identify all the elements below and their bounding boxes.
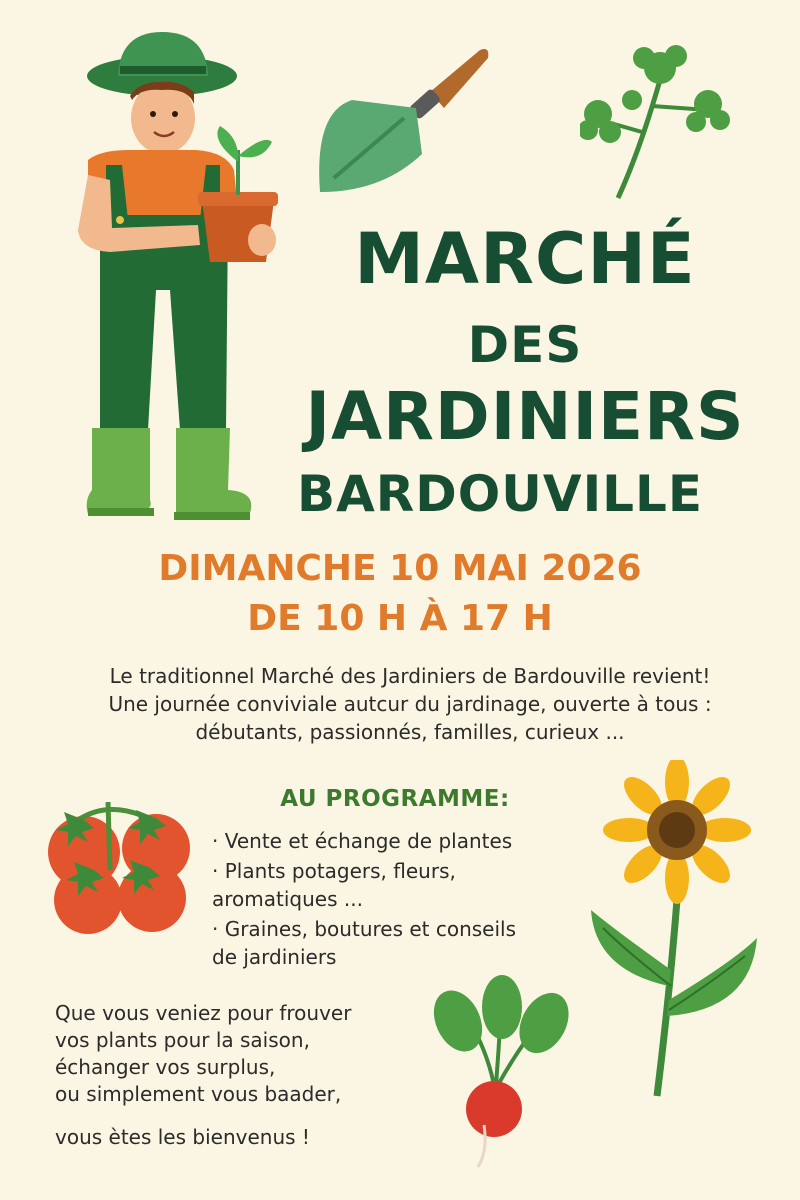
radish-icon (430, 975, 570, 1170)
programme-item: aromatiques ... (212, 887, 363, 911)
intro-line: Une journée conviviale autcur du jardinage, ouverte à tous : (108, 692, 712, 716)
outro-line: échanger vos surplus, (55, 1055, 276, 1079)
tomatoes-icon (38, 790, 198, 935)
outro-line: vos plants pour la saison, (55, 1028, 310, 1052)
title-line-3: JARDINIERS (305, 378, 745, 455)
programme-item: · Plants potagers, fleurs, (212, 859, 456, 883)
sunflower-icon (585, 760, 765, 1100)
programme-item: · Graines, boutures et conseils (212, 917, 517, 941)
outro-line: vous ètes les bienvenus ! (55, 1125, 310, 1149)
programme-heading: AU PROGRAMME: (280, 786, 510, 812)
trowel-icon (312, 42, 492, 202)
intro-line: Le traditionnel Marché des Jardiniers de Bardouville revient! (109, 664, 711, 688)
event-hours: DE 10 H À 17 H (247, 598, 553, 639)
gardener-illustration (70, 30, 280, 525)
programme-item: · Vente et échange de plantes (212, 829, 513, 853)
title-line-1: MARCHÉ (354, 218, 696, 300)
outro-line: ou simplement vous baader, (55, 1082, 342, 1106)
outro-line: Que vous veniez pour frouver (55, 1001, 352, 1025)
intro-line: débutants, passionnés, familles, curieux ... (195, 720, 625, 744)
programme-item: de jardiniers (212, 945, 337, 969)
parsley-icon (580, 40, 730, 200)
title-line-2: DES (467, 316, 583, 374)
event-date: DIMANCHE 10 MAI 2026 (158, 548, 642, 589)
title-line-4: BARDOUVILLE (296, 465, 704, 523)
